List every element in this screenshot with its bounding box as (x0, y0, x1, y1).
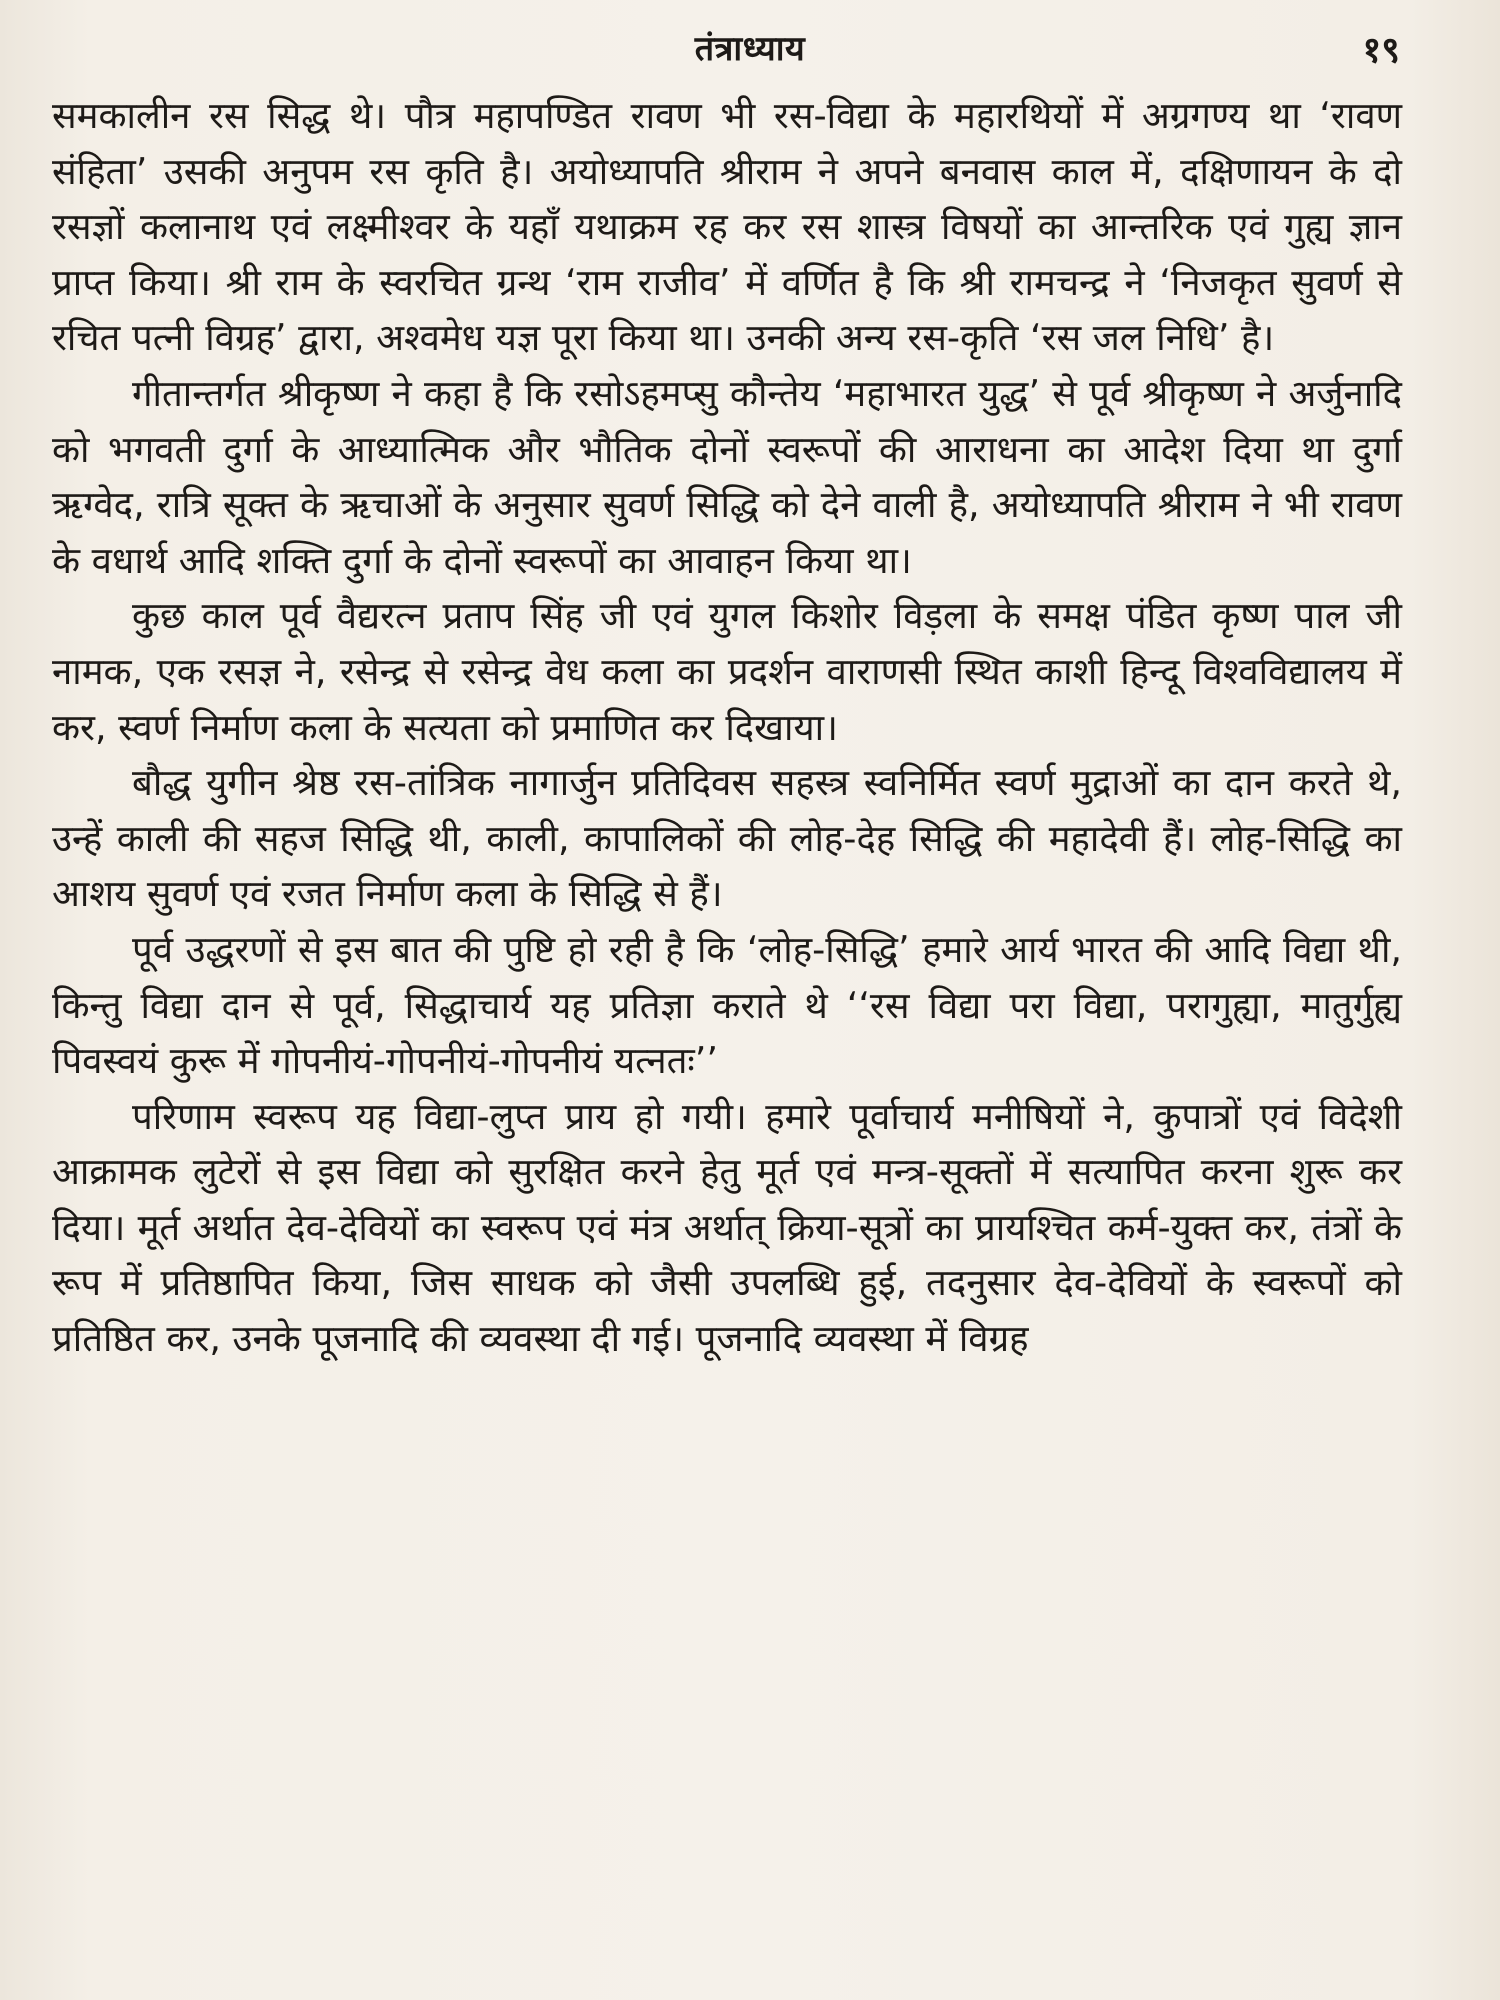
paragraph: समकालीन रस सिद्ध थे। पौत्र महापण्डित रावण भी रस-विद्या के महारथियों में अग्रगण्य था ‘रावण संहिता’ उसकी अनुपम रस कृति है। अयोध्यापति श्रीराम ने अपने बनवास काल में, दक्षिणायन के दो रसज्ञों कलानाथ एवं लक्ष्मीश्वर के यहाँ यथाक्रम रह कर रस शास्त्र विषयों का आन्तरिक एवं गुह्य ज्ञान प्राप्त किया। श्री राम के स्वरचित ग्रन्थ ‘राम राजीव’ में वर्णित है कि श्री रामचन्द्र ने ‘निजकृत सुवर्ण से रचित पत्नी विग्रह’ द्वारा, अश्वमेध यज्ञ पूरा किया था। उनकी अन्य रस-कृति ‘रस जल निधि’ है। (52, 94, 1402, 360)
paragraph: गीतान्तर्गत श्रीकृष्ण ने कहा है कि रसोऽहमप्सु कौन्तेय ‘महाभारत युद्ध’ से पूर्व श्रीकृष्ण ने अर्जुनादि को भगवती दुर्गा के आध्यात्मिक और भौतिक दोनों स्वरूपों की आराधना का आदेश दिया था दुर्गा ऋग्वेद, रात्रि सूक्त के ऋचाओं के अनुसार सुवर्ण सिद्धि को देने वाली है, अयोध्यापति श्रीराम ने भी रावण के वधार्थ आदि शक्ति दुर्गा के दोनों स्वरूपों का आवाहन किया था। (52, 371, 1402, 582)
page-number: १९ (1362, 30, 1400, 71)
running-title: तंत्राध्याय (694, 29, 806, 69)
body-text (52, 88, 1402, 1367)
paragraph: कुछ काल पूर्व वैद्यरत्न प्रताप सिंह जी एवं युगल किशोर विड़ला के समक्ष पंडित कृष्ण पाल जी नामक, एक रसज्ञ ने, रसेन्द्र से रसेन्द्र वेध कला का प्रदर्शन वाराणसी स्थित काशी हिन्दू विश्वविद्यालय में कर, स्वर्ण निर्माण कला के सत्यता को प्रमाणित कर दिखाया। (52, 594, 1402, 749)
paragraph: पूर्व उद्धरणों से इस बात की पुष्टि हो रही है कि ‘लोह-सिद्धि’ हमारे आर्य भारत की आदि विद्या थी, किन्तु विद्या दान से पूर्व, सिद्धाचार्य यह प्रतिज्ञा कराते थे ‘‘रस विद्या परा विद्या, परागुह्या, मातुर्गुह्य पिवस्वयं कुरू में गोपनीयं-गोपनीयं-गोपनीयं यत्नतः’’ (52, 927, 1402, 1083)
paragraph: बौद्ध युगीन श्रेष्ठ रस-तांत्रिक नागार्जुन प्रतिदिवस सहस्त्र स्वनिर्मित स्वर्ण मुद्राओं का दान करते थे, उन्हें काली की सहज सिद्धि थी, काली, कापालिकों की लोह-देह सिद्धि की महादेवी हैं। लोह-सिद्धि का आशय सुवर्ण एवं रजत निर्माण कला के सिद्धि से हैं। (52, 761, 1402, 916)
page-header (0, 18, 1500, 78)
paragraph: परिणाम स्वरूप यह विद्या-लुप्त प्राय हो गयी। हमारे पूर्वाचार्य मनीषियों ने, कुपात्रों एवं विदेशी आक्रामक लुटेरों से इस विद्या को सुरक्षित करने हेतु मूर्त एवं मन्त्र-सूक्तों में सत्यापित करना शुरू कर दिया। मूर्त अर्थात देव-देवियों का स्वरूप एवं मंत्र अर्थात् क्रिया-सूत्रों का प्रायश्चित कर्म-युक्त कर, तंत्रों के रूप में प्रतिष्ठापित किया, जिस साधक को जैसी उपलब्धि हुई, तदनुसार देव-देवियों के स्वरूपों को प्रतिष्ठित कर, उनके पूजनादि की व्यवस्था दी गई। पूजनादि व्यवस्था में विग्रह (52, 1094, 1402, 1361)
